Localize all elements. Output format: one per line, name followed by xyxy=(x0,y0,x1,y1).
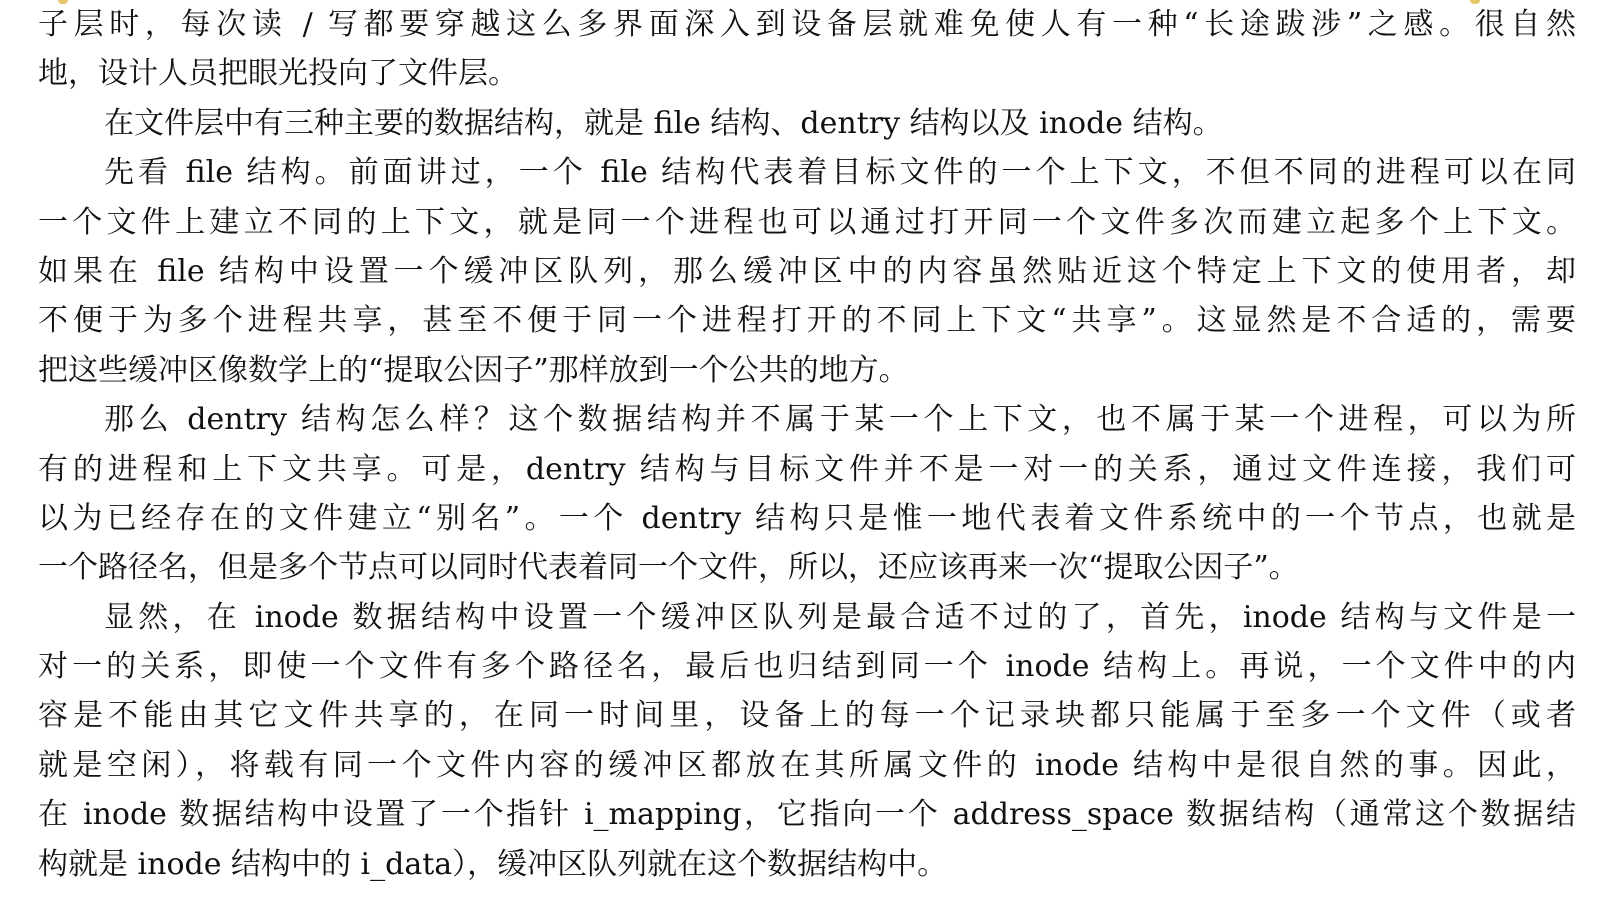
paragraph-data-structures xyxy=(38,99,1576,148)
text-line: 以为已经存在的文件建立“别名”。一个 dentry 结构只是惟一地代表着文件系统中的一个节点，也就是 xyxy=(38,500,1576,536)
text-line: 不便于为多个进程共享，甚至不便于同一个进程打开的不同上下文“共享”。这显然是不合适的，需要 xyxy=(38,303,1576,339)
text-line: 有的进程和上下文共享。可是，dentry 结构与目标文件并不是一对一的关系，通过文件连接，我们可 xyxy=(38,451,1576,487)
paragraph-file-struct xyxy=(38,148,1576,395)
text-line: 容是不能由其它文件共享的，在同一时间里，设备上的每一个记录块都只能属于至多一个文件（或者 xyxy=(38,698,1576,734)
text-line: 在文件层中有三种主要的数据结构，就是 file 结构、dentry 结构以及 inode 结构。 xyxy=(104,105,1223,141)
text-line: 先看 file 结构。前面讲过，一个 file 结构代表着目标文件的一个上下文，不但不同的进程可以在同 xyxy=(104,155,1576,191)
paragraph-inode-struct xyxy=(38,593,1576,889)
text-line: 对一的关系，即使一个文件有多个路径名，最后也归结到同一个 inode 结构上。再说，一个文件中的内 xyxy=(38,649,1576,685)
text-line: 在 inode 数据结构中设置了一个指针 i_mapping，它指向一个 address_space 数据结构（通常这个数据结 xyxy=(38,797,1576,833)
text-line: 一个文件上建立不同的上下文，就是同一个进程也可以通过打开同一个文件多次而建立起多个上下文。 xyxy=(38,204,1576,240)
body-text xyxy=(38,0,1576,889)
text-line: 构就是 inode 结构中的 i_data），缓冲区队列就在这个数据结构中。 xyxy=(38,846,948,882)
text-line: 就是空闲），将载有同一个文件内容的缓冲区都放在其所属文件的 inode 结构中是很自然的事。因此， xyxy=(38,747,1576,783)
text-line: 显然，在 inode 数据结构中设置一个缓冲区队列是最合适不过的了，首先，inode 结构与文件是一 xyxy=(104,599,1576,635)
paragraph-continuation xyxy=(38,0,1576,99)
text-line: 一个路径名，但是多个节点可以同时代表着同一个文件，所以，还应该再来一次“提取公因子”。 xyxy=(38,550,1299,586)
text-line: 把这些缓冲区像数学上的“提取公因子”那样放到一个公共的地方。 xyxy=(38,352,909,388)
text-line: 如果在 file 结构中设置一个缓冲区队列，那么缓冲区中的内容虽然贴近这个特定上下文的使用者，却 xyxy=(38,253,1576,289)
text-line: 地，设计人员把眼光投向了文件层。 xyxy=(38,56,518,92)
text-line: 子层时，每次读 / 写都要穿越这么多界面深入到设备层就难免使人有一种“长途跋涉”之感。很自然 xyxy=(38,7,1576,42)
text-line: 那么 dentry 结构怎么样？这个数据结构并不属于某一个上下文，也不属于某一个进程，可以为所 xyxy=(104,402,1576,438)
paragraph-dentry-struct xyxy=(38,395,1576,593)
